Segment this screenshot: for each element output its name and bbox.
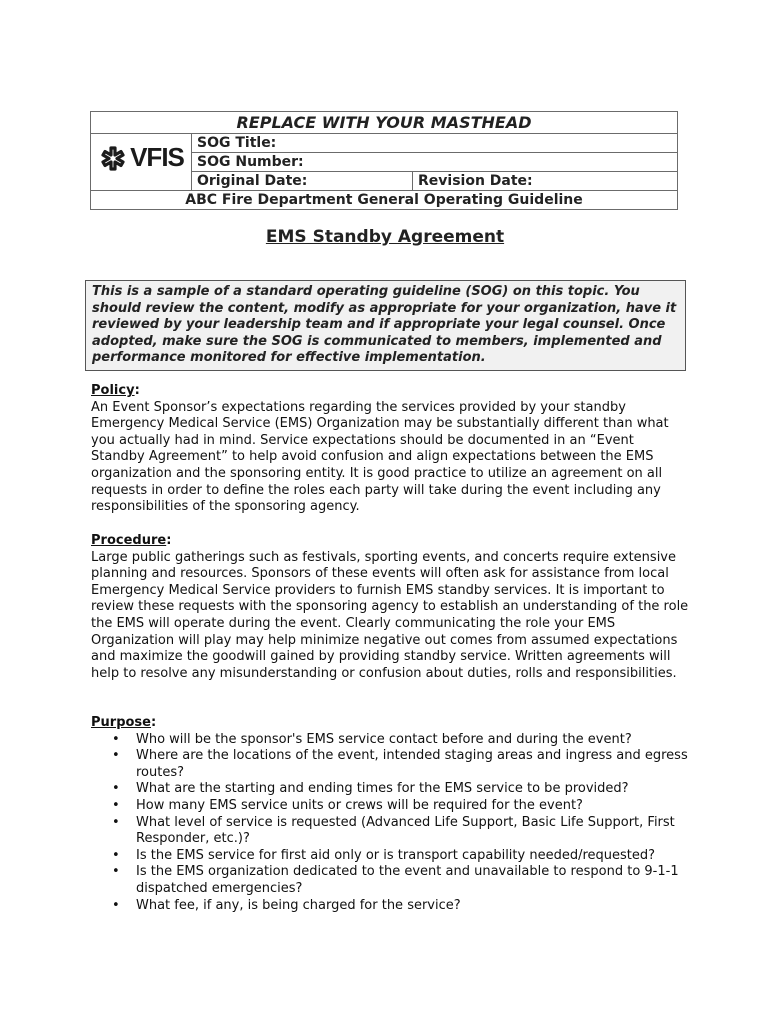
list-item: • Where are the locations of the event, intended staging areas and ingress and egress routes? (136, 748, 691, 781)
procedure-section: Procedure: Large public gatherings such as festivals, sporting events, and concerts require extensive planning and resources. Sponsors of these events will often ask for assistance from local Emergency Medical Service providers to furnish EMS standby services. It is important to review these requests with the sponsoring agency to establish an understanding of the role the EMS will operate during the event. Clearly communicating the role your EMS Organization will play may help minimize negative out comes from assumed expectations and maximize the goodwill gained by providing standby service. Written agreements will help to resolve any misunderstanding or confusion about duties, rolls and responsibilities. (91, 533, 691, 682)
vfis-logo (98, 142, 184, 175)
purpose-list (91, 732, 691, 915)
logo-text: VFIS (130, 142, 184, 172)
list-item: • How many EMS service units or crews will be required for the event? (136, 798, 691, 815)
policy-section: Policy: An Event Sponsor’s expectations regarding the services provided by your standby Emergency Medical Service (EMS) Organization may be substantially different than what you actually had in mind. Service expectations should be documented in an “Event Standby Agreement” to help avoid confusion and align expectations between the EMS organization and the sponsoring entity. It is good practice to utilize an agreement on all requests in order to define the roles each party will take during the event including any responsibilities of the sponsoring agency. (91, 383, 691, 516)
list-item: • Is the EMS organization dedicated to the event and unavailable to respond to 9-1-1 dispatched emergencies? (136, 864, 691, 897)
revision-date-label: Revision Date: (413, 172, 678, 191)
sog-header-table (90, 111, 678, 210)
list-item: • What are the starting and ending times for the EMS service to be provided? (136, 781, 691, 798)
procedure-heading: Procedure (91, 533, 167, 548)
sample-notice: This is a sample of a standard operating guideline (SOG) on this topic. You should review the content, modify as appropriate for your organization, have it reviewed by your leadership team and if appropriate your legal counsel. Once adopted, make sure the SOG is communicated to members, implemented and performance monitored for effective implementation. (85, 280, 686, 371)
policy-heading: Policy (91, 383, 135, 398)
purpose-section: Purpose: • Who will be the sponsor's EMS service contact before and during the event? • Where are the locations of the event, intended staging areas and ingress and egress routes? • What are the starting and ending times for the EMS service to be provided? • How many EMS service units or crews will be required for the event? • What level of service is requested (Advanced Life Support, Basic Life Support, First Responder, etc.)? • Is the EMS service for first aid only or is transport capability needed/requested? • Is the EMS organization dedicated to the event and unavailable to respond to 9-1-1 dispatched emergencies? • What fee, if any, is being charged for the service? (91, 715, 691, 914)
sog-title-label: SOG Title: (192, 134, 678, 153)
original-date-label: Original Date: (192, 172, 413, 191)
star-of-life-icon (98, 145, 128, 175)
page-title: EMS Standby Agreement (265, 227, 505, 247)
list-item: • Is the EMS service for first aid only or is transport capability needed/requested? (136, 848, 691, 865)
purpose-heading: Purpose (91, 715, 151, 730)
list-item: • What level of service is requested (Advanced Life Support, Basic Life Support, First Responder, etc.)? (136, 815, 691, 848)
sog-number-label: SOG Number: (192, 153, 678, 172)
policy-text: An Event Sponsor’s expectations regarding the services provided by your standby Emergency Medical Service (EMS) Organization may be substantially different than what you actually had in mind. Service expectations should be documented in an “Event Standby Agreement” to help avoid confusion and align expectations between the EMS organization and the sponsoring entity. It is good practice to utilize an agreement on all requests in order to define the roles each party will take during the event including any responsibilities of the sponsoring agency. (91, 399, 669, 515)
procedure-text: Large public gatherings such as festivals, sporting events, and concerts require extensive planning and resources. Sponsors of these events will often ask for assistance from local Emergency Medical Service providers to furnish EMS standby services. It is important to review these requests with the sponsoring agency to establish an understanding of the role the EMS will operate during the event. Clearly communicating the role your EMS Organization will play may help minimize negative out comes from assumed expectations and maximize the goodwill gained by providing standby service. Written agreements will help to resolve any misunderstanding or confusion about duties, rolls and responsibilities. (91, 549, 689, 681)
logo-cell (91, 134, 192, 191)
list-item: • Who will be the sponsor's EMS service contact before and during the event? (136, 732, 691, 749)
masthead: REPLACE WITH YOUR MASTHEAD (91, 112, 678, 134)
header-footer: ABC Fire Department General Operating Guideline (91, 191, 678, 210)
list-item: • What fee, if any, is being charged for the service? (136, 898, 691, 915)
